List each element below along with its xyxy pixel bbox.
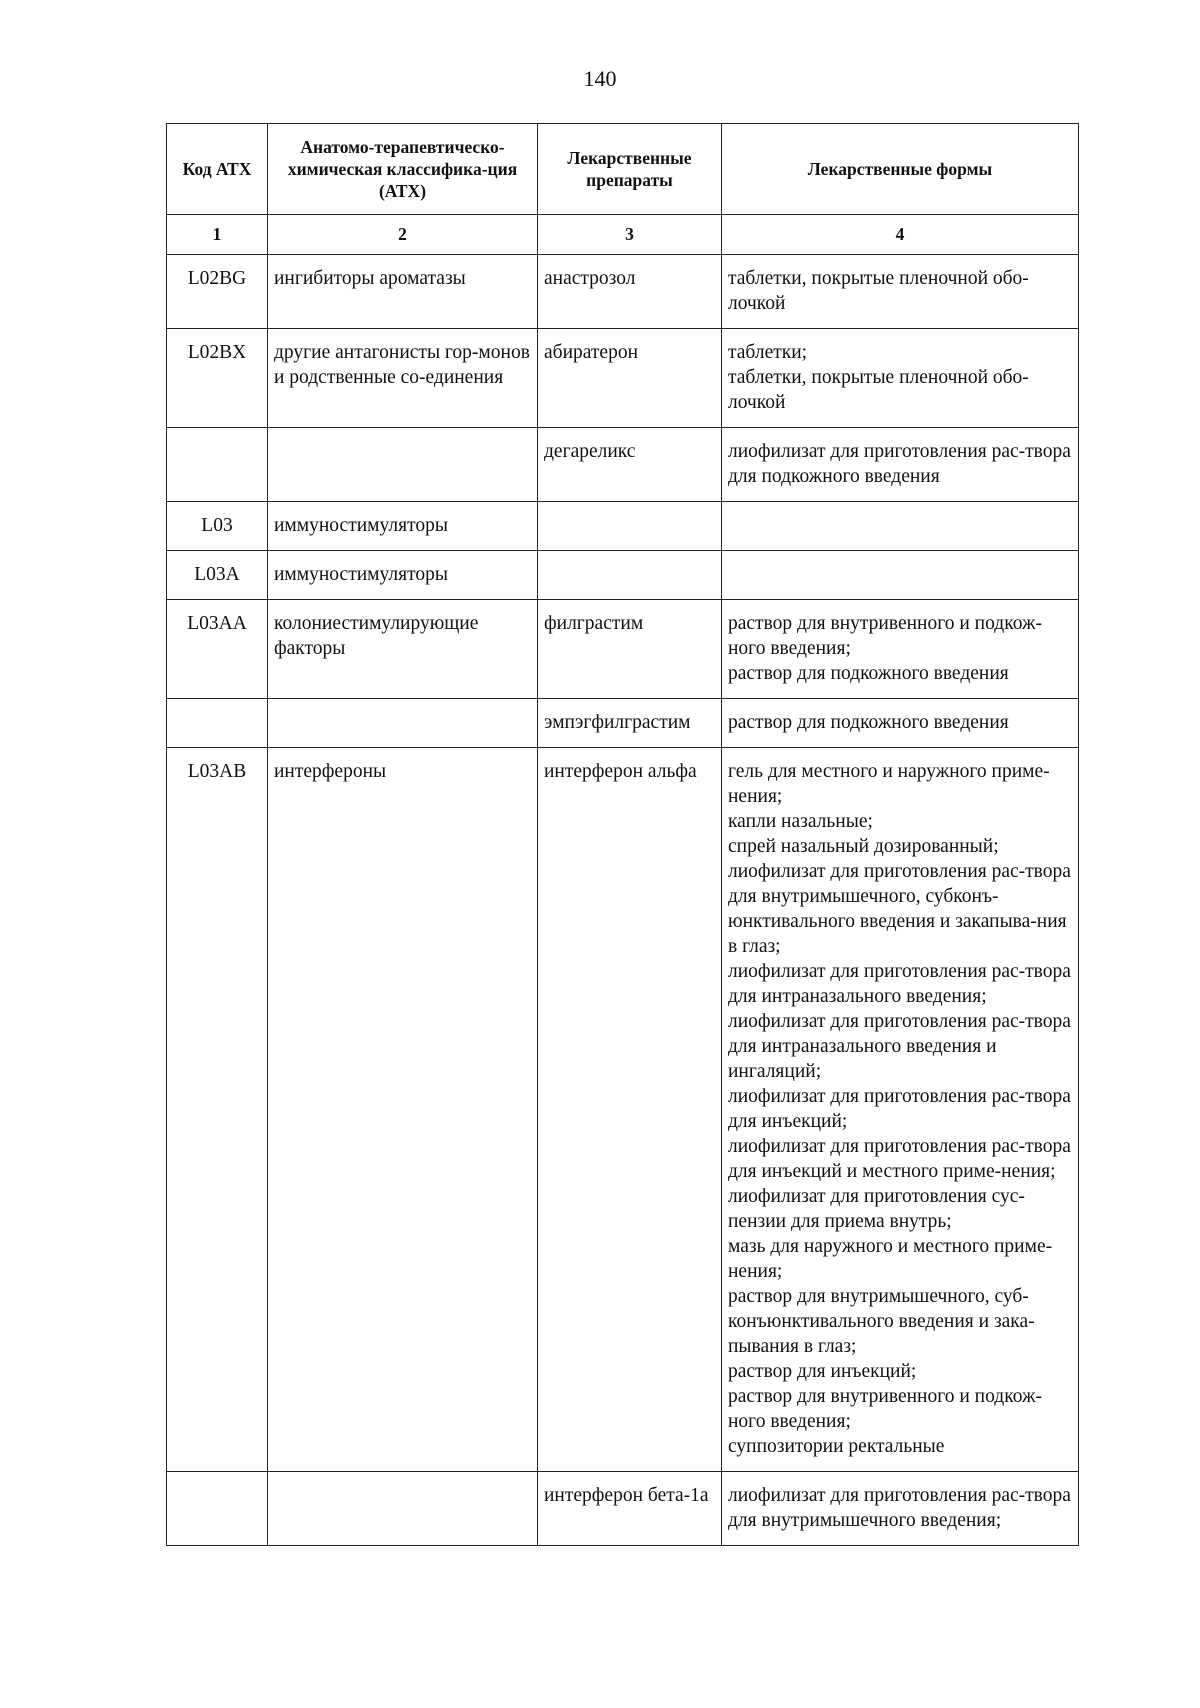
dosage-form-item: раствор для подкожного введения — [728, 712, 1009, 733]
atc-drug-table — [166, 123, 1079, 1546]
atc-code-cell: L03AB — [167, 748, 268, 1472]
header-drugs: Лекарственные препараты — [538, 124, 722, 215]
column-number: 2 — [268, 215, 538, 255]
classification-cell: иммуностимуляторы — [268, 502, 538, 551]
dosage-forms-cell — [722, 699, 1079, 748]
atc-code-cell: L03 — [167, 502, 268, 551]
classification-cell — [268, 699, 538, 748]
dosage-form-item: раствор для инъекций; — [728, 1361, 917, 1382]
dosage-form-item: таблетки, покрытые пленочной обо-лочкой — [728, 367, 1029, 413]
dosage-form-item: капли назальные; — [728, 811, 873, 832]
dosage-form-item: лиофилизат для приготовления рас-твора для интраназального введения и ингаляций; — [728, 1011, 1071, 1082]
dosage-form-item: лиофилизат для приготовления рас-твора для инъекций; — [728, 1086, 1071, 1132]
table-row — [167, 748, 1079, 1472]
dosage-forms-cell — [722, 255, 1079, 329]
classification-cell: интерфероны — [268, 748, 538, 1472]
drug-cell: эмпэгфилграстим — [538, 699, 722, 748]
classification-cell: иммуностимуляторы — [268, 551, 538, 600]
table-row — [167, 551, 1079, 600]
dosage-forms-cell — [722, 428, 1079, 502]
dosage-form-item: гель для местного и наружного приме-нения; — [728, 761, 1050, 807]
dosage-forms-cell — [722, 1472, 1079, 1546]
atc-code-cell — [167, 428, 268, 502]
column-number: 3 — [538, 215, 722, 255]
dosage-forms-cell — [722, 551, 1079, 600]
classification-cell: колониестимулирующие факторы — [268, 600, 538, 699]
drug-cell: дегареликс — [538, 428, 722, 502]
table-row — [167, 600, 1079, 699]
dosage-form-item: таблетки, покрытые пленочной обо-лочкой — [728, 268, 1029, 314]
column-number-row — [167, 215, 1079, 255]
column-number: 4 — [722, 215, 1079, 255]
atc-code-cell — [167, 699, 268, 748]
drug-cell — [538, 502, 722, 551]
dosage-form-item: раствор для внутривенного и подкож-ного введения; — [728, 1386, 1042, 1432]
dosage-form-item: спрей назальный дозированный; — [728, 836, 999, 857]
classification-cell: ингибиторы ароматазы — [268, 255, 538, 329]
atc-code-cell: L02BG — [167, 255, 268, 329]
classification-cell: другие антагонисты гор-монов и родственные со-единения — [268, 329, 538, 428]
atc-code-cell — [167, 1472, 268, 1546]
drug-cell: интерферон альфа — [538, 748, 722, 1472]
dosage-forms-cell — [722, 502, 1079, 551]
dosage-form-item: лиофилизат для приготовления рас-твора для внутримышечного, субконъ-юнктивального введения и закапыва-ния в глаз; — [728, 861, 1071, 957]
classification-cell — [268, 1472, 538, 1546]
dosage-form-item: лиофилизат для приготовления сус-пензии для приема внутрь; — [728, 1186, 1025, 1232]
drug-cell: абиратерон — [538, 329, 722, 428]
dosage-forms-cell — [722, 600, 1079, 699]
dosage-form-item: лиофилизат для приготовления рас-твора для подкожного введения — [728, 441, 1071, 487]
drug-cell: филграстим — [538, 600, 722, 699]
page-number: 140 — [583, 66, 617, 91]
dosage-form-item: лиофилизат для приготовления рас-твора для внутримышечного введения; — [728, 1485, 1071, 1531]
atc-code-cell: L03A — [167, 551, 268, 600]
dosage-form-item: раствор для внутривенного и подкож-ного введения; — [728, 613, 1042, 659]
table-row — [167, 699, 1079, 748]
table-row — [167, 329, 1079, 428]
dosage-form-item: мазь для наружного и местного приме-нения; — [728, 1236, 1053, 1282]
classification-cell — [268, 428, 538, 502]
header-atc-classification: Анатомо-терапевтическо-химическая классифика-ция (АТХ) — [268, 124, 538, 215]
dosage-form-item: лиофилизат для приготовления рас-твора для интраназального введения; — [728, 961, 1071, 1007]
header-row — [167, 124, 1079, 215]
dosage-form-item: суппозитории ректальные — [728, 1436, 945, 1457]
drug-cell: интерферон бета-1a — [538, 1472, 722, 1546]
header-atc-code: Код АТХ — [167, 124, 268, 215]
drug-cell: анастрозол — [538, 255, 722, 329]
drug-cell — [538, 551, 722, 600]
header-dosage-forms: Лекарственные формы — [722, 124, 1079, 215]
table-row — [167, 255, 1079, 329]
dosage-forms-cell — [722, 748, 1079, 1472]
dosage-forms-cell — [722, 329, 1079, 428]
dosage-form-item: лиофилизат для приготовления рас-твора для инъекций и местного приме-нения; — [728, 1136, 1071, 1182]
atc-code-cell: L03AA — [167, 600, 268, 699]
table-row — [167, 1472, 1079, 1546]
table-row — [167, 502, 1079, 551]
dosage-form-item: таблетки; — [728, 342, 808, 363]
atc-code-cell: L02BX — [167, 329, 268, 428]
column-number: 1 — [167, 215, 268, 255]
dosage-form-item: раствор для внутримышечного, суб-конъюнктивального введения и зака-пывания в глаз; — [728, 1286, 1035, 1357]
table-row — [167, 428, 1079, 502]
dosage-form-item: раствор для подкожного введения — [728, 663, 1009, 684]
